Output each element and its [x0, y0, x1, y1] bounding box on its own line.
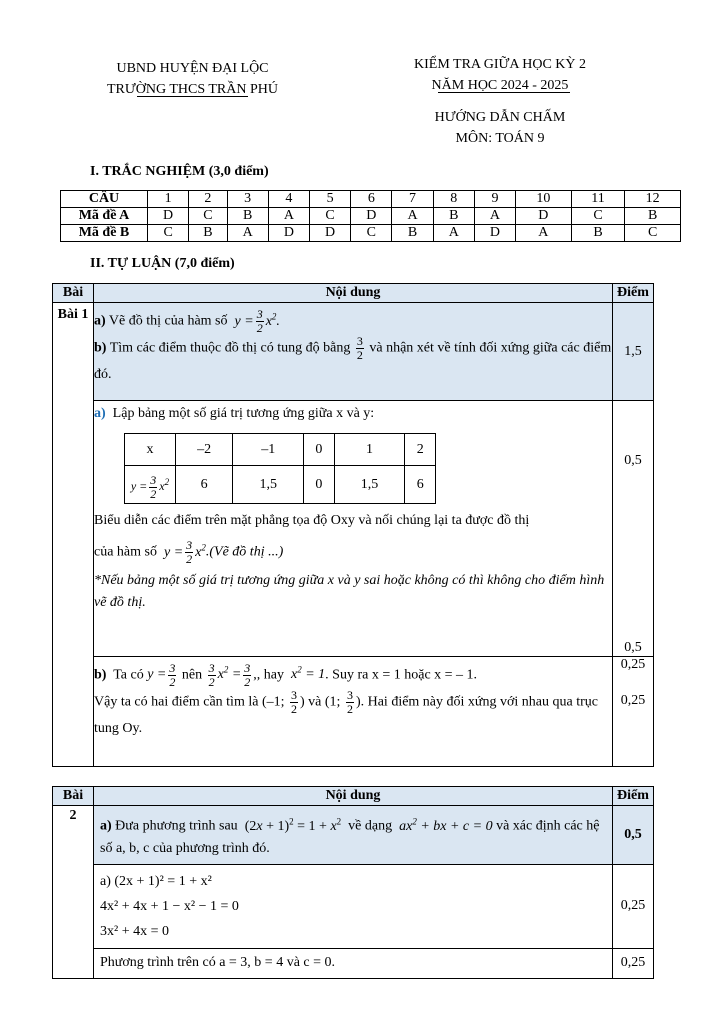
school-year: NĂM HỌC 2024 - 2025	[431, 78, 569, 93]
col-points-header: Điểm	[613, 284, 654, 303]
answer-header-row	[61, 191, 681, 208]
fraction-3-2: $\frac{3}{2}$	[291, 687, 297, 716]
function-formula-2: y = $\frac{3}{2}$ $x^2$	[160, 538, 206, 567]
school-name: TRƯỜNG THCS TRẦN PHÚ	[107, 82, 278, 97]
answer-cell: C	[309, 208, 350, 225]
a-note: *Nếu bảng một số giá trị tương ứng giữa x và y sai hoặc không có thì không cho điểm hình vẽ đồ thị.	[94, 573, 605, 611]
a-intro: Lập bảng một số giá trị tương ứng giữa x và y:	[112, 406, 375, 422]
answer-cell: A	[268, 208, 309, 225]
a2-line2: 4x² + 4x + 1 − x² − 1 = 0	[100, 898, 239, 914]
a-text1: Biểu diễn các điểm trên mặt phẳng tọa độ Oxy và nối chúng lại ta được đồ thị	[94, 513, 530, 529]
a-points2: 0,5	[624, 639, 642, 655]
x-value: 2	[405, 434, 436, 466]
exam-title: KIỂM TRA GIỮA HỌC KỲ 2	[414, 57, 586, 72]
y-value: 6	[176, 466, 233, 504]
year-underline	[438, 92, 570, 93]
question-number: 8	[433, 191, 474, 208]
answer-cell: D	[351, 208, 392, 225]
a-points1: 0,5	[624, 453, 642, 469]
col-points-header: Điểm	[613, 787, 654, 806]
col-content-header: Nội dung	[94, 787, 613, 806]
question-number: 10	[516, 191, 572, 208]
bai2-q-points: 0,5	[613, 806, 654, 865]
bai1-b-points	[613, 656, 654, 766]
answer-cell: B	[625, 208, 681, 225]
q-a-prefix: a)	[94, 313, 106, 329]
b-text1: Ta có	[113, 667, 144, 683]
answer-cell: A	[433, 225, 474, 242]
answer-cell: C	[351, 225, 392, 242]
b-formula2: $\frac{3}{2}$ $x^2$ = $\frac{3}{2}$	[208, 660, 251, 689]
value-table	[124, 433, 436, 504]
b-text2: nên	[181, 667, 203, 683]
b-formula3: $x^2 = 1$	[287, 664, 326, 683]
q2-text2: về dạng	[348, 818, 393, 834]
q-b-prefix: b)	[94, 340, 107, 356]
question-number: 7	[392, 191, 433, 208]
answer-cell: B	[433, 208, 474, 225]
bai1-q-points: 1,5	[613, 303, 654, 401]
question-number: 9	[474, 191, 515, 208]
answer-cell: D	[474, 225, 515, 242]
answer-cell: C	[148, 225, 189, 242]
bai1-question	[94, 303, 613, 401]
bai2-question	[94, 806, 613, 865]
q-a-text: Vẽ đồ thị của hàm số	[108, 313, 228, 329]
bai2-answer-b: Phương trình trên có a = 3, b = 4 và c = 0.	[94, 948, 613, 978]
guide-title: HƯỚNG DẪN CHẤM	[434, 110, 566, 125]
a-text2: của hàm số	[94, 544, 157, 560]
col-content-header: Nội dung	[94, 284, 613, 303]
b-points1: 0,25	[620, 656, 646, 672]
answer-cell: A	[474, 208, 515, 225]
y-value: 1,5	[233, 466, 304, 504]
bai1-label: Bài 1	[53, 303, 94, 767]
b-text4: . Suy ra x = 1 hoặc x = – 1.	[325, 667, 478, 683]
q-b-text2: và nhận xét về tính đối xứng giữa các điểm đó.	[94, 340, 612, 382]
answer-cell: B	[189, 225, 227, 242]
y-value: 0	[304, 466, 335, 504]
x-value: –2	[176, 434, 233, 466]
answer-cell: A	[392, 208, 433, 225]
question-number: 5	[309, 191, 350, 208]
a2-line3: 3x² + 4x = 0	[100, 923, 169, 939]
b-text6: ) và (1;	[300, 694, 341, 710]
b-points2: 0,25	[620, 692, 646, 708]
fraction-3-2: $\frac{3}{2}$	[346, 687, 353, 716]
q2-text3: và xác định các hệ số a, b, c của phương trình đó.	[100, 818, 600, 856]
answer-cell: C	[189, 208, 227, 225]
answer-row-a	[61, 208, 681, 225]
answer-key-table	[60, 190, 681, 242]
q2-equation: $(2x + 1)^2 = 1 + x^2$	[241, 816, 342, 834]
answer-cell: A	[516, 225, 572, 242]
bai1-table	[52, 283, 654, 767]
col-bai-header: Bài	[53, 787, 94, 806]
answer-cell: D	[309, 225, 350, 242]
y-label: y = $\frac{3}{2}$ $x^2$	[125, 466, 176, 504]
answer-cell: A	[227, 225, 268, 242]
b-prefix: b)	[94, 667, 107, 683]
bai2-table	[52, 786, 654, 979]
b-text3: ,, hay	[253, 667, 284, 683]
x-value: 0	[304, 434, 335, 466]
question-number: 1	[148, 191, 189, 208]
question-number: 4	[268, 191, 309, 208]
a-prefix: a)	[94, 406, 106, 422]
q2-prefix: a)	[100, 818, 112, 834]
question-number: 12	[625, 191, 681, 208]
a2-line1: a) (2x + 1)² = 1 + x²	[100, 873, 212, 889]
question-number: 6	[351, 191, 392, 208]
cau-header: CÂU	[61, 191, 148, 208]
answer-cell: B	[392, 225, 433, 242]
section1-title: I. TRẮC NGHIỆM (3,0 điểm)	[90, 164, 269, 179]
question-number: 2	[189, 191, 227, 208]
bai1-answer-a	[94, 401, 613, 657]
b-formula1: y = $\frac{3}{2}$	[147, 660, 176, 689]
a-text2-tail: .(Vẽ đồ thị ...)	[205, 544, 284, 560]
answer-cell: B	[571, 225, 625, 242]
subject: MÔN: TOÁN 9	[455, 131, 545, 146]
answer-cell: C	[571, 208, 625, 225]
answer-cell: D	[148, 208, 189, 225]
bai1-a-points	[613, 401, 654, 657]
b-text7: ). Hai điểm này đối xứng với nhau qua trục tung Oy.	[94, 694, 598, 736]
x-label: x	[125, 434, 176, 466]
code-a-label: Mã đề A	[61, 208, 148, 225]
function-formula: y = $\frac{3}{2}$ $x^2$.	[231, 306, 280, 335]
bai2-b-points: 0,25	[613, 948, 654, 978]
col-bai-header: Bài	[53, 284, 94, 303]
x-value: 1	[334, 434, 405, 466]
section2-title: II. TỰ LUẬN (7,0 điểm)	[90, 256, 235, 271]
answer-cell: C	[625, 225, 681, 242]
q2-general-form: $ax^2$ + bx + c = 0	[395, 816, 497, 834]
answer-cell: B	[227, 208, 268, 225]
fraction-3-2: $\frac{3}{2}$	[356, 333, 363, 362]
y-value: 6	[405, 466, 436, 504]
bai2-label: 2	[53, 806, 94, 979]
question-number: 11	[571, 191, 625, 208]
school-underline	[137, 96, 248, 97]
question-number: 3	[227, 191, 268, 208]
q-b-text1: Tìm các điểm thuộc đồ thị có tung độ bằng	[109, 340, 351, 356]
b-text5: Vậy ta có hai điểm cần tìm là (–1;	[94, 694, 285, 710]
x-value: –1	[233, 434, 304, 466]
q2-text1: Đưa phương trình sau	[115, 818, 238, 834]
answer-row-b	[61, 225, 681, 242]
bai2-a-points: 0,25	[613, 864, 654, 948]
answer-cell: D	[268, 225, 309, 242]
bai1-answer-b	[94, 656, 613, 766]
school-district: UBND HUYỆN ĐẠI LỘC	[116, 61, 269, 76]
answer-cell: D	[516, 208, 572, 225]
bai2-answer-a	[94, 864, 613, 948]
y-value: 1,5	[334, 466, 405, 504]
code-b-label: Mã đề B	[61, 225, 148, 242]
